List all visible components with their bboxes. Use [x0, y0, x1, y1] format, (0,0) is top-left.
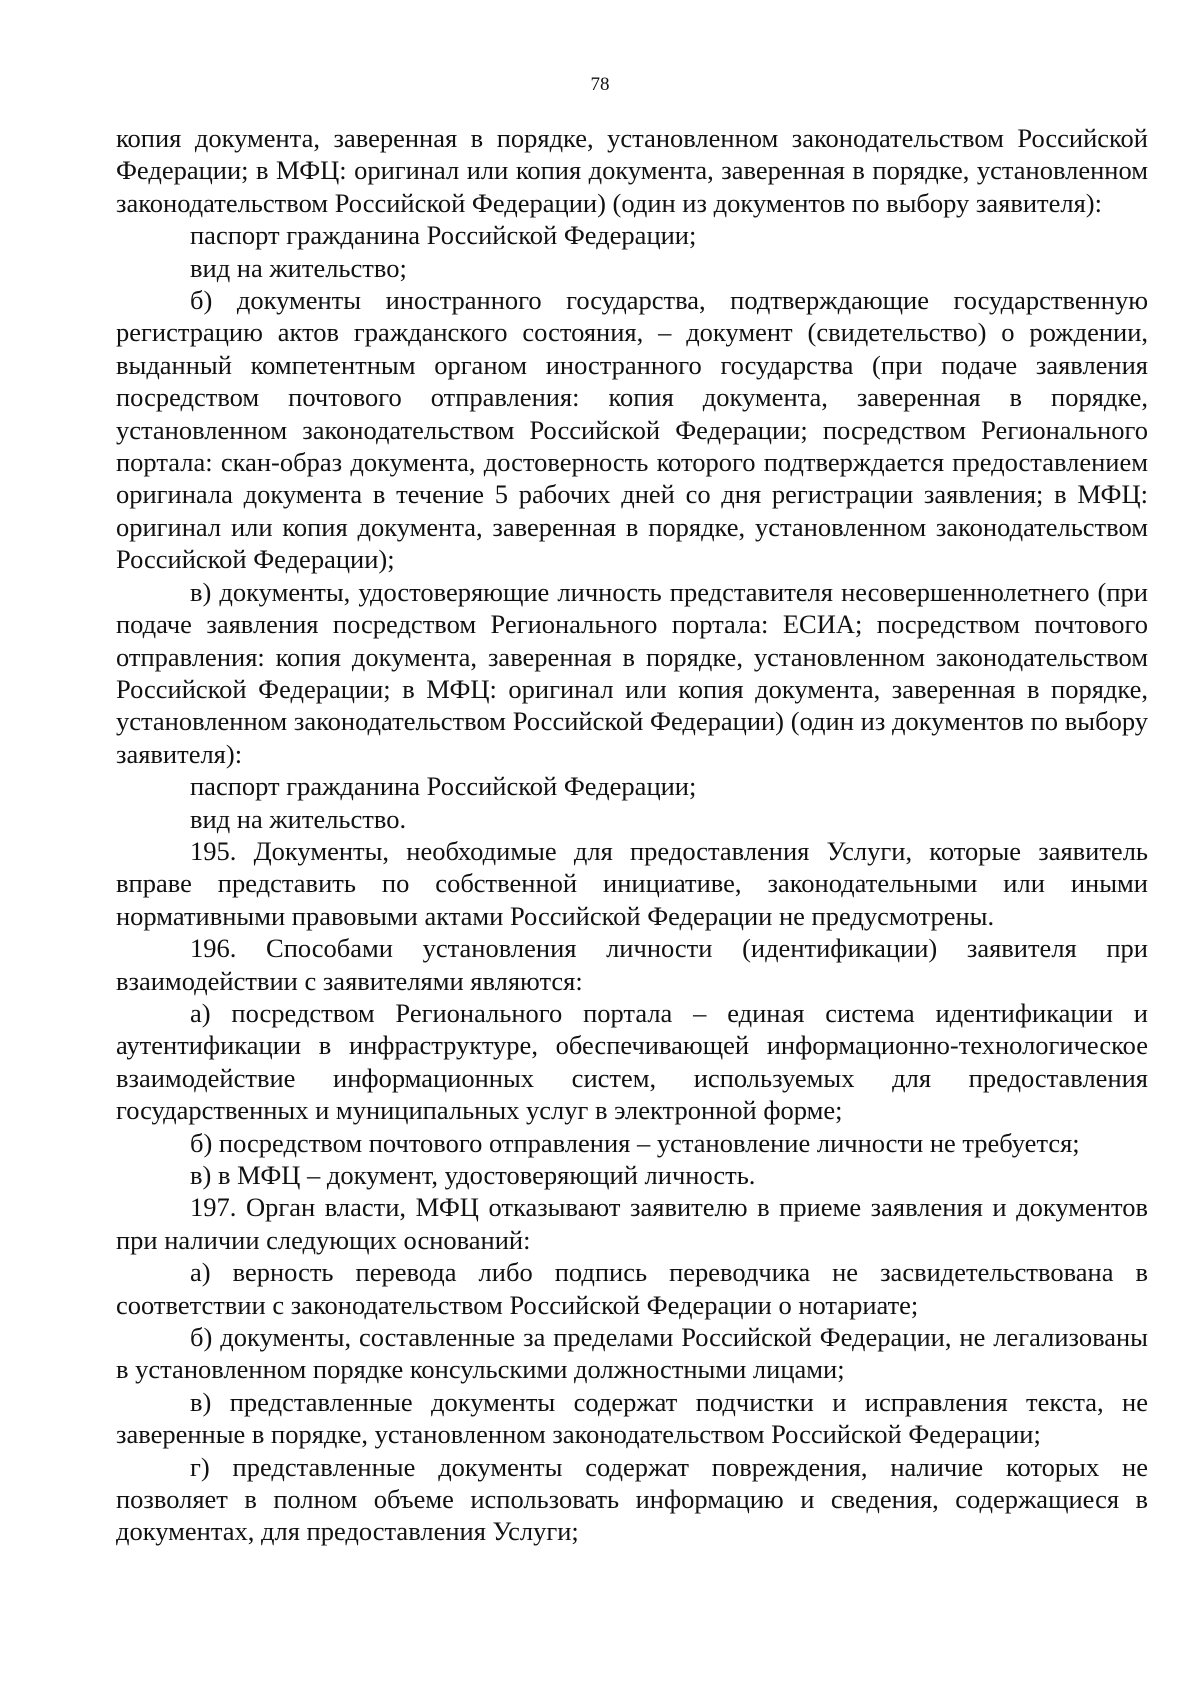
paragraph: в) документы, удостоверяющие личность представителя несовершеннолетнего (при подаче заявления посредством Регионального портала: ЕСИА; посредством почтового отправления: копия документа, заверенная в порядке, установленном законодательством Российской Федерации; в МФЦ: оригинал или копия документа, заверенная в порядке, установленном законодательством Российской Федерации) (один из документов по выбору заявителя):: [116, 576, 1148, 769]
paragraph: паспорт гражданина Российской Федерации;: [190, 220, 697, 251]
paragraph: а) верность перевода либо подпись переводчика не засвидетельствована в соответствии с законодательством Российской Федерации о нотариате;: [116, 1257, 1148, 1320]
document-body: [116, 122, 1148, 1548]
paragraph: а) посредством Регионального портала – единая система идентификации и аутентификации в инфраструктуре, обеспечивающей информационно-технологическое взаимодействие информационных систем, используемых для предоставления государственных и муниципальных услуг в электронной форме;: [116, 997, 1148, 1126]
page-number: 78: [590, 74, 610, 95]
paragraph: б) документы иностранного государства, подтверждающие государственную регистрацию актов гражданского состояния, – документ (свидетельство) о рождении, выданный компетентным органом иностранного государства (при подаче заявления посредством почтового отправления: копия документа, заверенная в порядке, установленном законодательством Российской Федерации; посредством Регионального портала: скан-образ документа, достоверность которого подтверждается предоставлением оригинала документа в течение 5 рабочих дней со дня регистрации заявления; в МФЦ: оригинал или копия документа, заверенная в порядке, установленном законодательством Российской Федерации);: [116, 285, 1148, 575]
paragraph: 197. Орган власти, МФЦ отказывают заявителю в приеме заявления и документов при наличии следующих оснований:: [116, 1192, 1148, 1255]
paragraph: 195. Документы, необходимые для предоставления Услуги, которые заявитель вправе представить по собственной инициативе, законодательными или иными нормативными правовыми актами Российской Федерации не предусмотрены.: [116, 835, 1148, 931]
paragraph: вид на жительство;: [190, 252, 407, 283]
paragraph: вид на жительство.: [190, 803, 407, 834]
paragraph: паспорт гражданина Российской Федерации;: [190, 771, 697, 802]
paragraph: 196. Способами установления личности (идентификации) заявителя при взаимодействии с заявителями являются:: [116, 933, 1148, 996]
paragraph: г) представленные документы содержат повреждения, наличие которых не позволяет в полном объеме использовать информацию и сведения, содержащиеся в документах, для предоставления Услуги;: [116, 1451, 1148, 1547]
paragraph: в) в МФЦ – документ, удостоверяющий личность.: [190, 1160, 756, 1190]
paragraph: б) документы, составленные за пределами Российской Федерации, не легализованы в установленном порядке консульскими должностными лицами;: [116, 1322, 1148, 1385]
paragraph: копия документа, заверенная в порядке, установленном законодательством Российской Федерации; в МФЦ: оригинал или копия документа, заверенная в порядке, установленном законодательством Российской Федерации) (один из документов по выбору заявителя):: [116, 123, 1148, 218]
paragraph: б) посредством почтового отправления – установление личности не требуется;: [190, 1127, 1080, 1158]
paragraph: в) представленные документы содержат подчистки и исправления текста, не заверенные в порядке, установленном законодательством Российской Федерации;: [116, 1386, 1148, 1450]
